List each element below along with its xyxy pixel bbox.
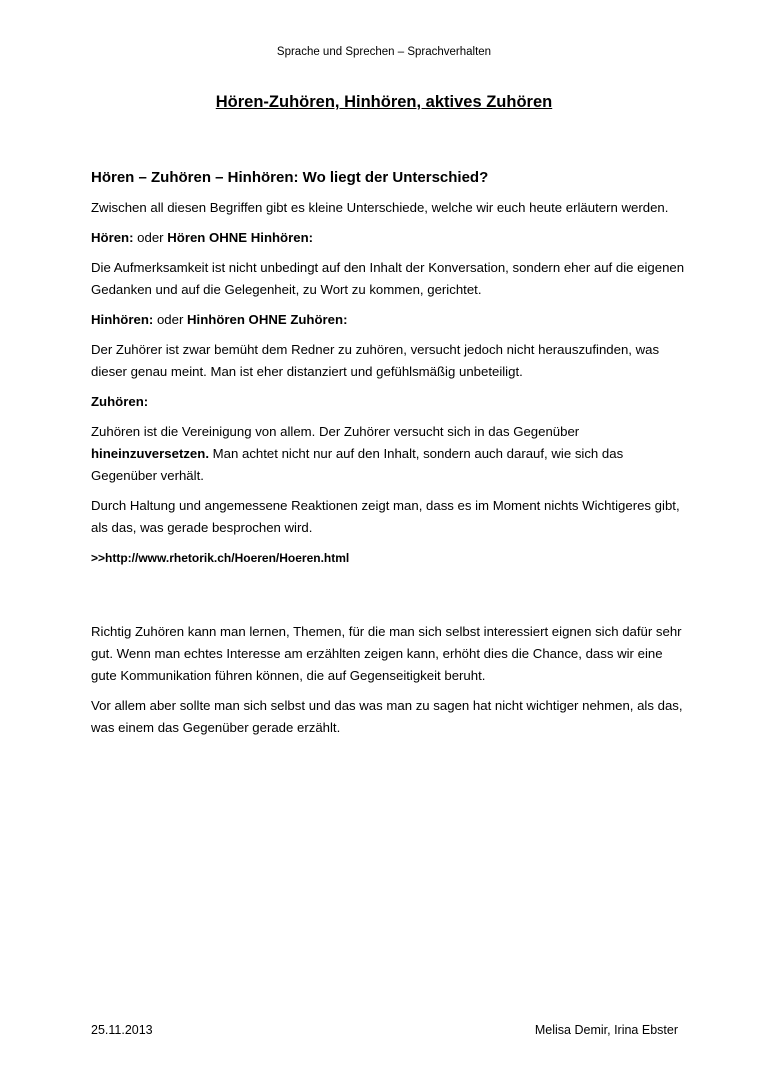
closing-paragraph-2: Vor allem aber sollte man sich selbst und das was man zu sagen hat nicht wichtiger nehmen, als das, was einem das Gegenüber gerade erzählt. — [91, 698, 683, 735]
footer-authors: Melisa Demir, Irina Ebster — [534, 1023, 678, 1037]
hinhoeren-heading — [91, 309, 691, 331]
hoeren-term: Hören: — [91, 230, 134, 245]
zuhoeren-description — [91, 421, 691, 487]
hoeren-connector: oder — [133, 230, 168, 245]
hoeren-term-alt: Hören OHNE Hinhören: — [167, 230, 314, 245]
hinhoeren-connector: oder — [153, 312, 188, 327]
section-heading: Hören – Zuhören – Hinhören: Wo liegt der Unterschied? — [91, 169, 489, 186]
hoeren-heading — [91, 227, 691, 249]
zuhoeren-description-end: Man achtet nicht nur auf den Inhalt, sondern auch darauf, wie sich das Gegenüber verhält. — [91, 446, 624, 483]
hinhoeren-term-alt: Hinhören OHNE Zuhören: — [187, 312, 348, 327]
blank-space — [91, 577, 691, 621]
hinhoeren-term: Hinhören: — [91, 312, 154, 327]
footer-date: 25.11.2013 — [91, 1023, 153, 1037]
zuhoeren-description-bold: hineinzuversetzen. — [91, 446, 209, 461]
zuhoeren-heading: Zuhören: — [91, 394, 149, 409]
intro-paragraph: Zwischen all diesen Begriffen gibt es kleine Unterschiede, welche wir euch heute erläutern werden. — [91, 200, 669, 215]
running-header: Sprache und Sprechen – Sprachverhalten — [276, 46, 492, 58]
source-link[interactable]: >>http://www.rhetorik.ch/Hoeren/Hoeren.html — [91, 551, 350, 565]
zuhoeren-description-start: Zuhören ist die Vereinigung von allem. Der Zuhörer versucht sich in das Gegenüber — [91, 424, 580, 439]
closing-paragraph-1: Richtig Zuhören kann man lernen, Themen, für die man sich selbst interessiert eignen sich dafür sehr gut. Wenn man echtes Interesse am erzählten zeigen kann, erhöht dies die Chance, dass wir eine gute Kommunikation führen können, die auf Gegenseitigkeit beruht. — [91, 624, 682, 683]
hoeren-description: Die Aufmerksamkeit ist nicht unbedingt auf den Inhalt der Konversation, sondern eher auf die eigenen Gedanken und auf die Gelegenheit, zu Wort zu kommen, gerichtet. — [91, 260, 685, 297]
document-body — [91, 167, 691, 747]
hinhoeren-description: Der Zuhörer ist zwar bemüht dem Redner zu zuhören, versucht jedoch nicht herauszufinden, was dieser genau meint. Man ist eher distanziert und gefühlsmäßig unbeteiligt. — [91, 342, 660, 379]
document-title: Hören-Zuhören, Hinhören, aktives Zuhören — [215, 93, 553, 111]
posture-paragraph: Durch Haltung und angemessene Reaktionen zeigt man, dass es im Moment nichts Wichtigeres gibt, als das, was gerade besprochen wird. — [91, 498, 680, 535]
